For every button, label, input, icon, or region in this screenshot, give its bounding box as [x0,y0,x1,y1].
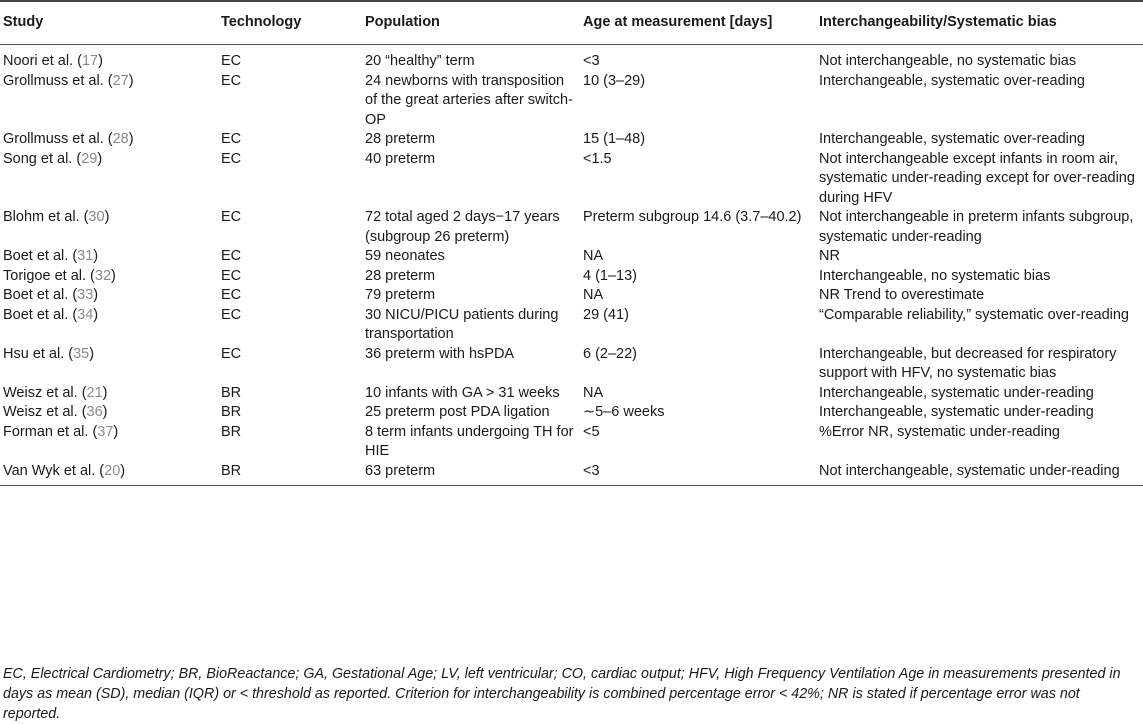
header-bias: Interchangeability/Systematic bias [819,1,1143,45]
technology-cell: EC [221,267,242,284]
study-cell: Weisz et al. (21) [3,384,108,401]
study-cell: Noori et al. (17) [3,53,103,69]
bias-cell: NR [819,248,840,264]
table-footnote: EC, Electrical Cardiometry; BR, BioReactance; GA, Gestational Age; LV, left ventricular; CO, cardiac output; HFV, High Frequency Ventilation Age in measurements presented in days as mean (SD), median (IQR) or < threshold as reported. Criterion for interchangeability is combined percentage error < 42%; NR is stated if percentage error was not reported. [3,666,1121,722]
study-author: Van Wyk et al. ( [3,462,105,479]
study-author: Boet et al. ( [3,287,78,303]
study-author: Weisz et al. ( [3,404,87,420]
reference-link[interactable]: 31 [77,248,94,264]
age-cell: NA [583,384,604,401]
reference-link[interactable]: 20 [104,462,121,479]
technology-cell: EC [221,131,242,147]
age-cell: <3 [583,462,819,486]
population-cell: 28 preterm [365,267,436,284]
reference-link[interactable]: 28 [112,131,129,147]
technology-cell: BR [221,462,365,486]
study-cell: Boet et al. (31) [3,248,99,264]
header-age: Age at measurement [days] [583,1,819,45]
technology-cell: EC [221,287,242,303]
table-row [0,462,1143,486]
age-cell: NA [583,248,604,264]
study-cell: Van Wyk et al. (20) [0,462,221,486]
header-row [0,1,1143,45]
technology-cell: EC [221,150,242,167]
table-row [0,208,1143,247]
age-cell: Preterm subgroup 14.6 (3.7–40.2) [583,209,802,225]
age-cell: 15 (1–48) [583,131,646,147]
study-author: Hsu et al. ( [3,345,74,362]
reference-link[interactable]: 36 [86,404,103,420]
bias-cell: NR Trend to overestimate [819,287,985,303]
technology-cell: BR [221,384,242,401]
table-row [0,72,1143,131]
bias-cell: Not interchangeable, no systematic bias [819,53,1077,69]
table-row [0,423,1143,462]
reference-link[interactable]: 30 [88,209,105,225]
reference-link[interactable]: 17 [81,53,99,69]
reference-link[interactable]: 21 [86,384,103,401]
age-cell: NA [583,287,604,303]
reference-link[interactable]: 33 [77,287,94,303]
study-author: Forman et al. ( [3,423,98,440]
bias-cell: Interchangeable, systematic under-reading [819,404,1094,420]
bias-cell: Interchangeable, no systematic bias [819,267,1051,284]
study-cell: Blohm et al. (30) [3,209,110,225]
table-body [0,45,1143,486]
technology-cell: EC [221,72,242,89]
study-author: Grollmuss et al. ( [3,72,113,89]
bias-cell: Not interchangeable, systematic under-reading [819,462,1143,486]
bias-cell: %Error NR, systematic under-reading [819,423,1060,440]
technology-cell: EC [221,248,242,264]
table-row [0,286,1143,306]
study-cell: Forman et al. (37) [3,423,119,440]
table-header [0,1,1143,45]
bias-cell: Interchangeable, systematic over-reading [819,72,1085,89]
population-cell: 8 term infants undergoing TH for HIE [365,423,574,459]
bias-cell: Not interchangeable in preterm infants subgroup, systematic under-reading [819,209,1134,245]
technology-cell: EC [221,306,242,323]
population-cell: 79 preterm [365,287,436,303]
study-cell: Grollmuss et al. (27) [3,72,134,89]
technology-cell: EC [221,345,242,362]
study-cell: Hsu et al. (35) [3,345,95,362]
study-cell: Torigoe et al. (32) [3,267,116,284]
reference-link[interactable]: 32 [94,267,112,284]
age-cell: 10 (3–29) [583,72,646,89]
study-cell: Song et al. (29) [3,150,103,167]
study-cell: Boet et al. (33) [3,287,99,303]
table-row [0,403,1143,423]
study-cell: Grollmuss et al. (28) [3,131,134,147]
bias-cell: Interchangeable, but decreased for respiratory support with HFV, no systematic bias [819,345,1117,381]
age-cell: <5 [583,423,600,440]
study-author: Song et al. ( [3,150,82,167]
age-cell: <1.5 [583,150,612,167]
population-cell: 40 preterm [365,150,436,167]
reference-link[interactable]: 35 [73,345,90,362]
table-row [0,130,1143,150]
bias-cell: “Comparable reliability,” systematic over-reading [819,306,1129,323]
header-study: Study [0,1,221,45]
population-cell: 24 newborns with transposition of the great arteries after switch-OP [365,72,573,128]
study-author: Noori et al. ( [3,53,82,69]
table-row [0,345,1143,384]
study-cell: Boet et al. (34) [3,306,99,323]
study-author: Weisz et al. ( [3,384,87,401]
study-author: Grollmuss et al. ( [3,131,113,147]
population-cell: 25 preterm post PDA ligation [365,404,550,420]
study-author: Boet et al. ( [3,306,78,323]
age-cell: 29 (41) [583,306,629,323]
technology-cell: BR [221,423,242,440]
age-cell: 6 (2–22) [583,345,638,362]
population-cell: 28 preterm [365,131,436,147]
study-author: Boet et al. ( [3,248,78,264]
population-cell: 30 NICU/PICU patients during transportation [365,306,559,342]
table-row [0,306,1143,345]
age-cell: ∼5–6 weeks [583,404,665,420]
population-cell: 20 “healthy” term [365,53,475,69]
technology-cell: EC [221,209,242,225]
study-author: Blohm et al. ( [3,209,89,225]
header-population: Population [365,1,583,45]
bias-cell: Not interchangeable except infants in room air, systematic under-reading except for over-reading during HFV [819,150,1135,206]
population-cell: 63 preterm [365,462,583,486]
reference-link[interactable]: 37 [97,423,114,440]
bias-cell: Interchangeable, systematic under-reading [819,384,1094,401]
population-cell: 59 neonates [365,248,445,264]
technology-cell: EC [221,53,242,69]
reference-link[interactable]: 34 [77,306,94,323]
table-row [0,45,1143,72]
population-cell: 10 infants with GA > 31 weeks [365,384,560,401]
table-row [0,267,1143,287]
population-cell: 72 total aged 2 days−17 years (subgroup 26 preterm) [365,209,560,245]
study-cell: Weisz et al. (36) [3,404,108,420]
age-cell: 4 (1–13) [583,267,638,284]
table-row [0,384,1143,404]
reference-link[interactable]: 27 [112,72,129,89]
technology-cell: BR [221,404,242,420]
reference-link[interactable]: 29 [81,150,98,167]
study-author: Torigoe et al. ( [3,267,95,284]
header-technology: Technology [221,1,365,45]
age-cell: <3 [583,53,600,69]
population-cell: 36 preterm with hsPDA [365,345,515,362]
table-row [0,247,1143,267]
table-row [0,150,1143,209]
bias-cell: Interchangeable, systematic over-reading [819,131,1085,147]
